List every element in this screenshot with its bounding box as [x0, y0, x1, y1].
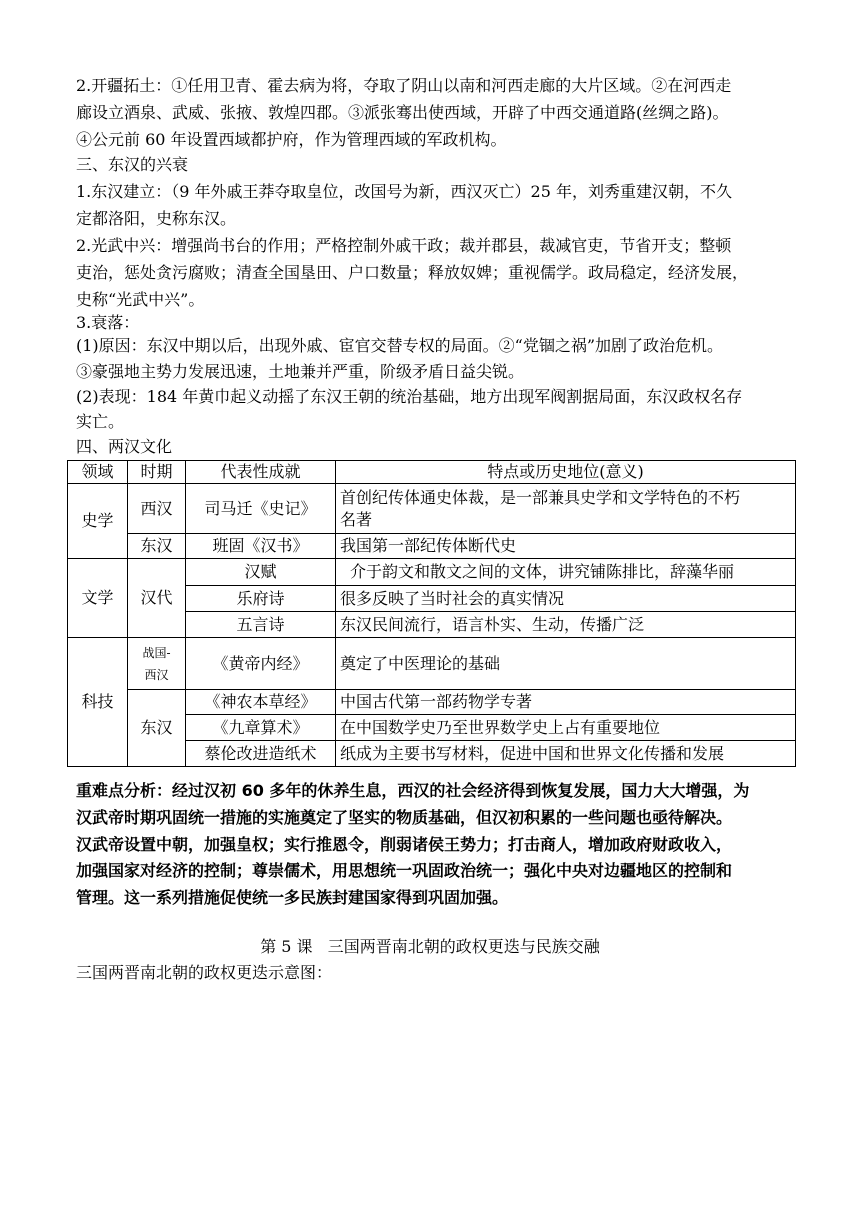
desc-cell: 奠定了中医理论的基础 — [336, 638, 796, 690]
text-line: 廊设立酒泉、武威、张掖、敦煌四郡。③派张骞出使西域，开辟了中西交通道路(丝绸之路)。 — [76, 103, 729, 122]
field-cell: 文学 — [68, 559, 128, 638]
text-line: 2.光武中兴：增强尚书台的作用；严格控制外戚干政；裁并郡县，裁减官吏，节省开支；整顿 — [76, 236, 732, 255]
table-row — [68, 484, 796, 534]
work-cell: 乐府诗 — [186, 586, 336, 612]
period-cell: 东汉 — [128, 690, 186, 767]
work-cell: 班固《汉书》 — [186, 534, 336, 559]
table-row — [68, 534, 796, 559]
text-line: ③豪强地主势力发展迅速，土地兼并严重，阶级矛盾日益尖锐。 — [76, 362, 525, 381]
table-row — [68, 638, 796, 690]
period-cell: 东汉 — [128, 534, 186, 559]
text-line: 2.开疆拓土：①任用卫青、霍去病为将，夺取了阴山以南和河西走廊的大片区域。②在河西走 — [76, 76, 732, 95]
text-line: 3.衰落： — [76, 313, 140, 332]
text-line: ④公元前 60 年设置西域都护府，作为管理西域的军政机构。 — [76, 130, 507, 149]
desc-cell: 中国古代第一部药物学专著 — [336, 690, 796, 715]
diagram-caption: 三国两晋南北朝的政权更迭示意图： — [76, 963, 333, 982]
desc-cell: 介于韵文和散文之间的文体，讲究铺陈排比，辞藻华丽 — [336, 559, 796, 586]
text-line: 实亡。 — [76, 412, 125, 431]
period-cell: 汉代 — [128, 559, 186, 638]
analysis-line: 加强国家对经济的控制；尊崇儒术，用思想统一巩固政治统一；强化中央对边疆地区的控制和 — [76, 861, 733, 880]
field-cell: 科技 — [68, 638, 128, 767]
work-cell: 《神农本草经》 — [186, 690, 336, 715]
desc-line: 首创纪传体通史体裁，是一部兼具史学和文学特色的不朽 — [340, 487, 741, 507]
text-line: (2)表现：184 年黄巾起义动摇了东汉王朝的统治基础，地方出现军阀割据局面，东汉政权名存 — [76, 387, 743, 406]
text-line: 史称“光武中兴”。 — [76, 290, 205, 309]
field-cell: 史学 — [68, 484, 128, 559]
header-cell: 领域 — [68, 461, 128, 484]
work-cell: 《黄帝内经》 — [186, 638, 336, 690]
header-cell: 时期 — [128, 461, 186, 484]
header-cell: 特点或历史地位(意义) — [336, 461, 796, 484]
han-culture-table — [67, 460, 796, 767]
text-line: 定都洛阳，史称东汉。 — [76, 209, 237, 228]
desc-cell: 在中国数学史乃至世界数学史上占有重要地位 — [336, 715, 796, 741]
period-cell — [128, 638, 186, 690]
table-row — [68, 559, 796, 586]
work-cell: 蔡伦改进造纸术 — [186, 741, 336, 767]
desc-line: 名著 — [340, 509, 373, 529]
text-line: (1)原因：东汉中期以后，出现外戚、宦官交替专权的局面。②“党锢之祸”加剧了政治危机。 — [76, 336, 724, 355]
analysis-line: 管理。这一系列措施促使统一多民族封建国家得到巩固加强。 — [76, 888, 509, 907]
desc-cell: 很多反映了当时社会的真实情况 — [336, 586, 796, 612]
desc-cell: 纸成为主要书写材料，促进中国和世界文化传播和发展 — [336, 741, 796, 767]
desc-cell: 东汉民间流行，语言朴实、生动，传播广泛 — [336, 612, 796, 638]
work-cell: 《九章算术》 — [186, 715, 336, 741]
period-line: 西汉 — [144, 667, 169, 682]
section-heading: 三、东汉的兴衰 — [76, 155, 189, 174]
table-header-row — [68, 461, 796, 484]
text-line: 吏治，惩处贪污腐败；清查全国垦田、户口数量；释放奴婢；重视儒学。政局稳定，经济发展， — [76, 263, 749, 282]
period-line: 战国- — [142, 645, 171, 660]
desc-cell — [336, 484, 796, 534]
text-line: 1.东汉建立：（9 年外戚王莽夺取皇位，改国号为新，西汉灭亡）25 年，刘秀重建汉朝，不久 — [76, 182, 732, 201]
section-heading: 四、两汉文化 — [76, 437, 173, 456]
analysis-line: 重难点分析：经过汉初 60 多年的休养生息，西汉的社会经济得到恢复发展，国力大大增强，为 — [76, 781, 750, 800]
table-row — [68, 690, 796, 715]
analysis-line: 汉武帝设置中朝，加强皇权；实行推恩令，削弱诸侯王势力；打击商人，增加政府财政收入， — [76, 835, 733, 854]
work-cell: 汉赋 — [186, 559, 336, 586]
desc-cell: 我国第一部纪传体断代史 — [336, 534, 796, 559]
work-cell: 五言诗 — [186, 612, 336, 638]
work-cell: 司马迁《史记》 — [186, 484, 336, 534]
header-cell: 代表性成就 — [186, 461, 336, 484]
analysis-line: 汉武帝时期巩固统一措施的实施奠定了坚实的物质基础，但汉初积累的一些问题也亟待解决。 — [76, 808, 733, 827]
period-cell: 西汉 — [128, 484, 186, 534]
lesson-title: 第 5 课 三国两晋南北朝的政权更迭与民族交融 — [260, 937, 600, 956]
